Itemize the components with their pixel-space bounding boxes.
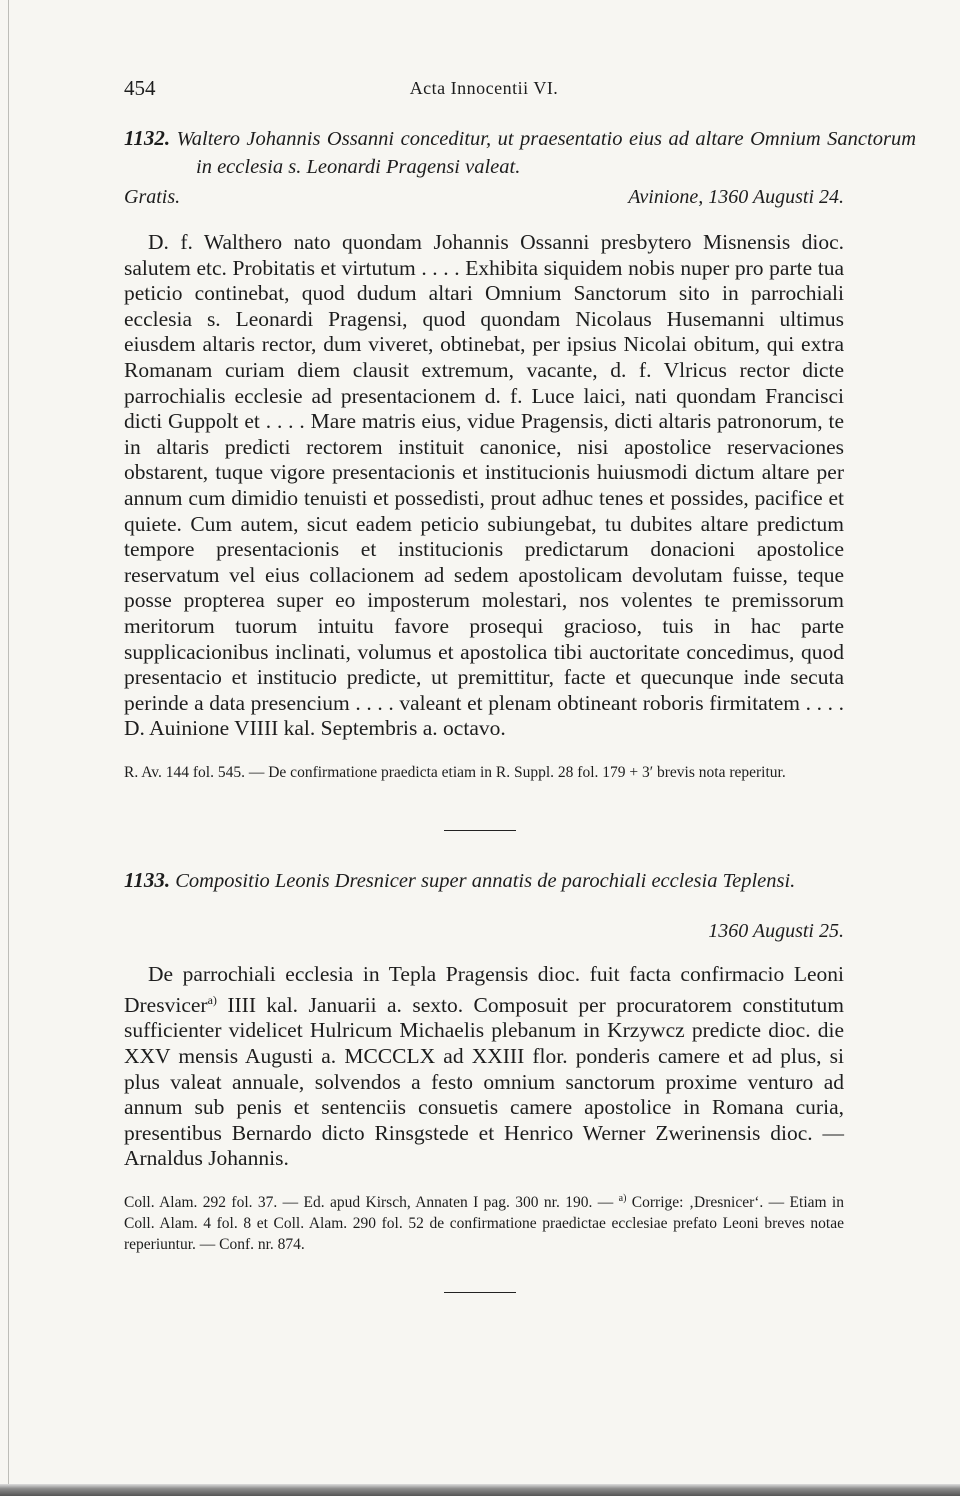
entry-1133-body-after: IIII kal. Januarii a. sexto. Composuit per procuratorem constitutum sufficienter videlicet Hulricum Michaelis plebanum in Krzywcz predicte dioc. die XXV mensis Augusti a. MCCCLX ad XXIII flor. ponderis camere et ad plus, si plus valeat annuale, solvendos a festo omnium sanctorum proxime venturo ad annum sub penis et sentenciis consuetis camere apostolice in Romana curia, presentibus Bernardo dicto Rinsgstede et Henrico Werner Zwerinensis dioc. — Arnaldus Johannis. [124,992,844,1171]
entry-1133-note-after: Corrige: ‚Dresnicer‘. — Etiam in Coll. Alam. 4 fol. 8 et Coll. Alam. 290 fol. 52 de confirmatione praedictae ecclesiae prefato Leoni breves notae reperiuntur. — Conf. nr. 874. [124,1194,844,1254]
entry-1133-body [124,962,844,1172]
bottom-divider [444,1292,516,1293]
entry-1133-number: 1133. [124,868,171,892]
entry-1133-note-before: Coll. Alam. 292 fol. 37. — Ed. apud Kirsch, Annaten I pag. 300 nr. 190. — [124,1194,619,1212]
entry-1132-note: R. Av. 144 fol. 545. — De confirmatione praedicta etiam in R. Suppl. 28 fol. 179 + 3′ brevis nota reperitur. [124,764,786,781]
entry-1132-heading [124,124,916,181]
entry-1132-number: 1132. [124,126,171,150]
entry-1132-paragraph: D. f. Walthero nato quondam Johannis Ossanni presbytero Misnensis dioc. salutem etc. Probitatis et virtutum . . . . Exhibita siquidem nobis nuper pro parte tua peticio continebat, quod dudum altari Omnium Sanctorum sito in parrochiali ecclesia s. Leonardi Pragensi, quod quondam Nicolaus Husemanni ultimus eiusdem altaris rector, dum viveret, obtinebat, per ipsius Nicolai obitum, qui extra Romanam curiam diem clausit extremum, vacante, d. f. Vlricus rector dicte parrochialis ecclesie ad presentacionem d. f. Luce laici, nati quondam Francisci dicti Guppolt et . . . . Mare matris eius, vidue Pragensis, dicti altaris patronorum, te in altaris predicti rectorem instituit canonice, nisi apostolice reservaciones obstarent, tuque vigore presentacionis et institucionis huiusmodi dictum altare per annum cum dimidio tenuisti et possedisti, prout adhuc tenes et possides, pacifice et quiete. Cum autem, sicut eadem peticio subiungebat, tu dubites altare predictum tempore presentacionis et institucionis predictarum donacioni apostolice reservatum vel eius collacionem ad sedem apostolicam devolutam fuisse, teque posse propterea super eo imposterum molestari, nos volentes te premissorum meritorum tuorum intuitu favore prosequi gracioso, tuis in hac parte supplicacionibus inclinati, volumus et apostolica tibi auctoritate concedimus, quod presentacio et institucio predicte, ut premittitur, facte et quecunque inde secuta perinde a data presencium . . . . valeant et plenam obtineant roboris firmitatem . . . . D. Auinione VIIII kal. Septembris a. octavo. [124,230,844,741]
footnote-marker: a) [207,992,217,1007]
entry-1133-date: 1360 Augusti 25. [708,920,844,942]
note-footnote-marker: a) [618,1193,627,1204]
entry-1133-paragraph [124,962,844,1172]
entry-1132-meta [124,186,844,214]
entry-1133-meta [124,920,844,948]
entry-1133-title: Compositio Leonis Dresnicer super annatis de parochiali ecclesia Teplensi. [175,870,796,892]
page-header [124,76,844,106]
section-divider [444,830,516,831]
scan-bottom-edge [0,1484,960,1496]
page-number: 454 [124,76,156,100]
entry-1133-note [124,1188,844,1255]
entry-1132-place-date: Avinione, 1360 Augusti 24. [628,186,844,208]
entry-1132-gratis: Gratis. [124,186,181,208]
entry-1132-title: Waltero Johannis Ossanni conceditur, ut praesentatio eius ad altare Omnium Sanctorum in ecclesia s. Leonardi Pragensi valeat. [176,128,916,178]
entry-1133-body-before: De parrochiali ecclesia in Tepla Pragensis dioc. fuit facta confirmacio Leoni Dresvicer [124,962,844,1017]
entry-1132-body [124,230,844,742]
running-title: Acta Innocentii VI. [409,78,559,98]
entry-1133-heading [124,866,916,895]
scan-edge-line [8,0,9,1496]
